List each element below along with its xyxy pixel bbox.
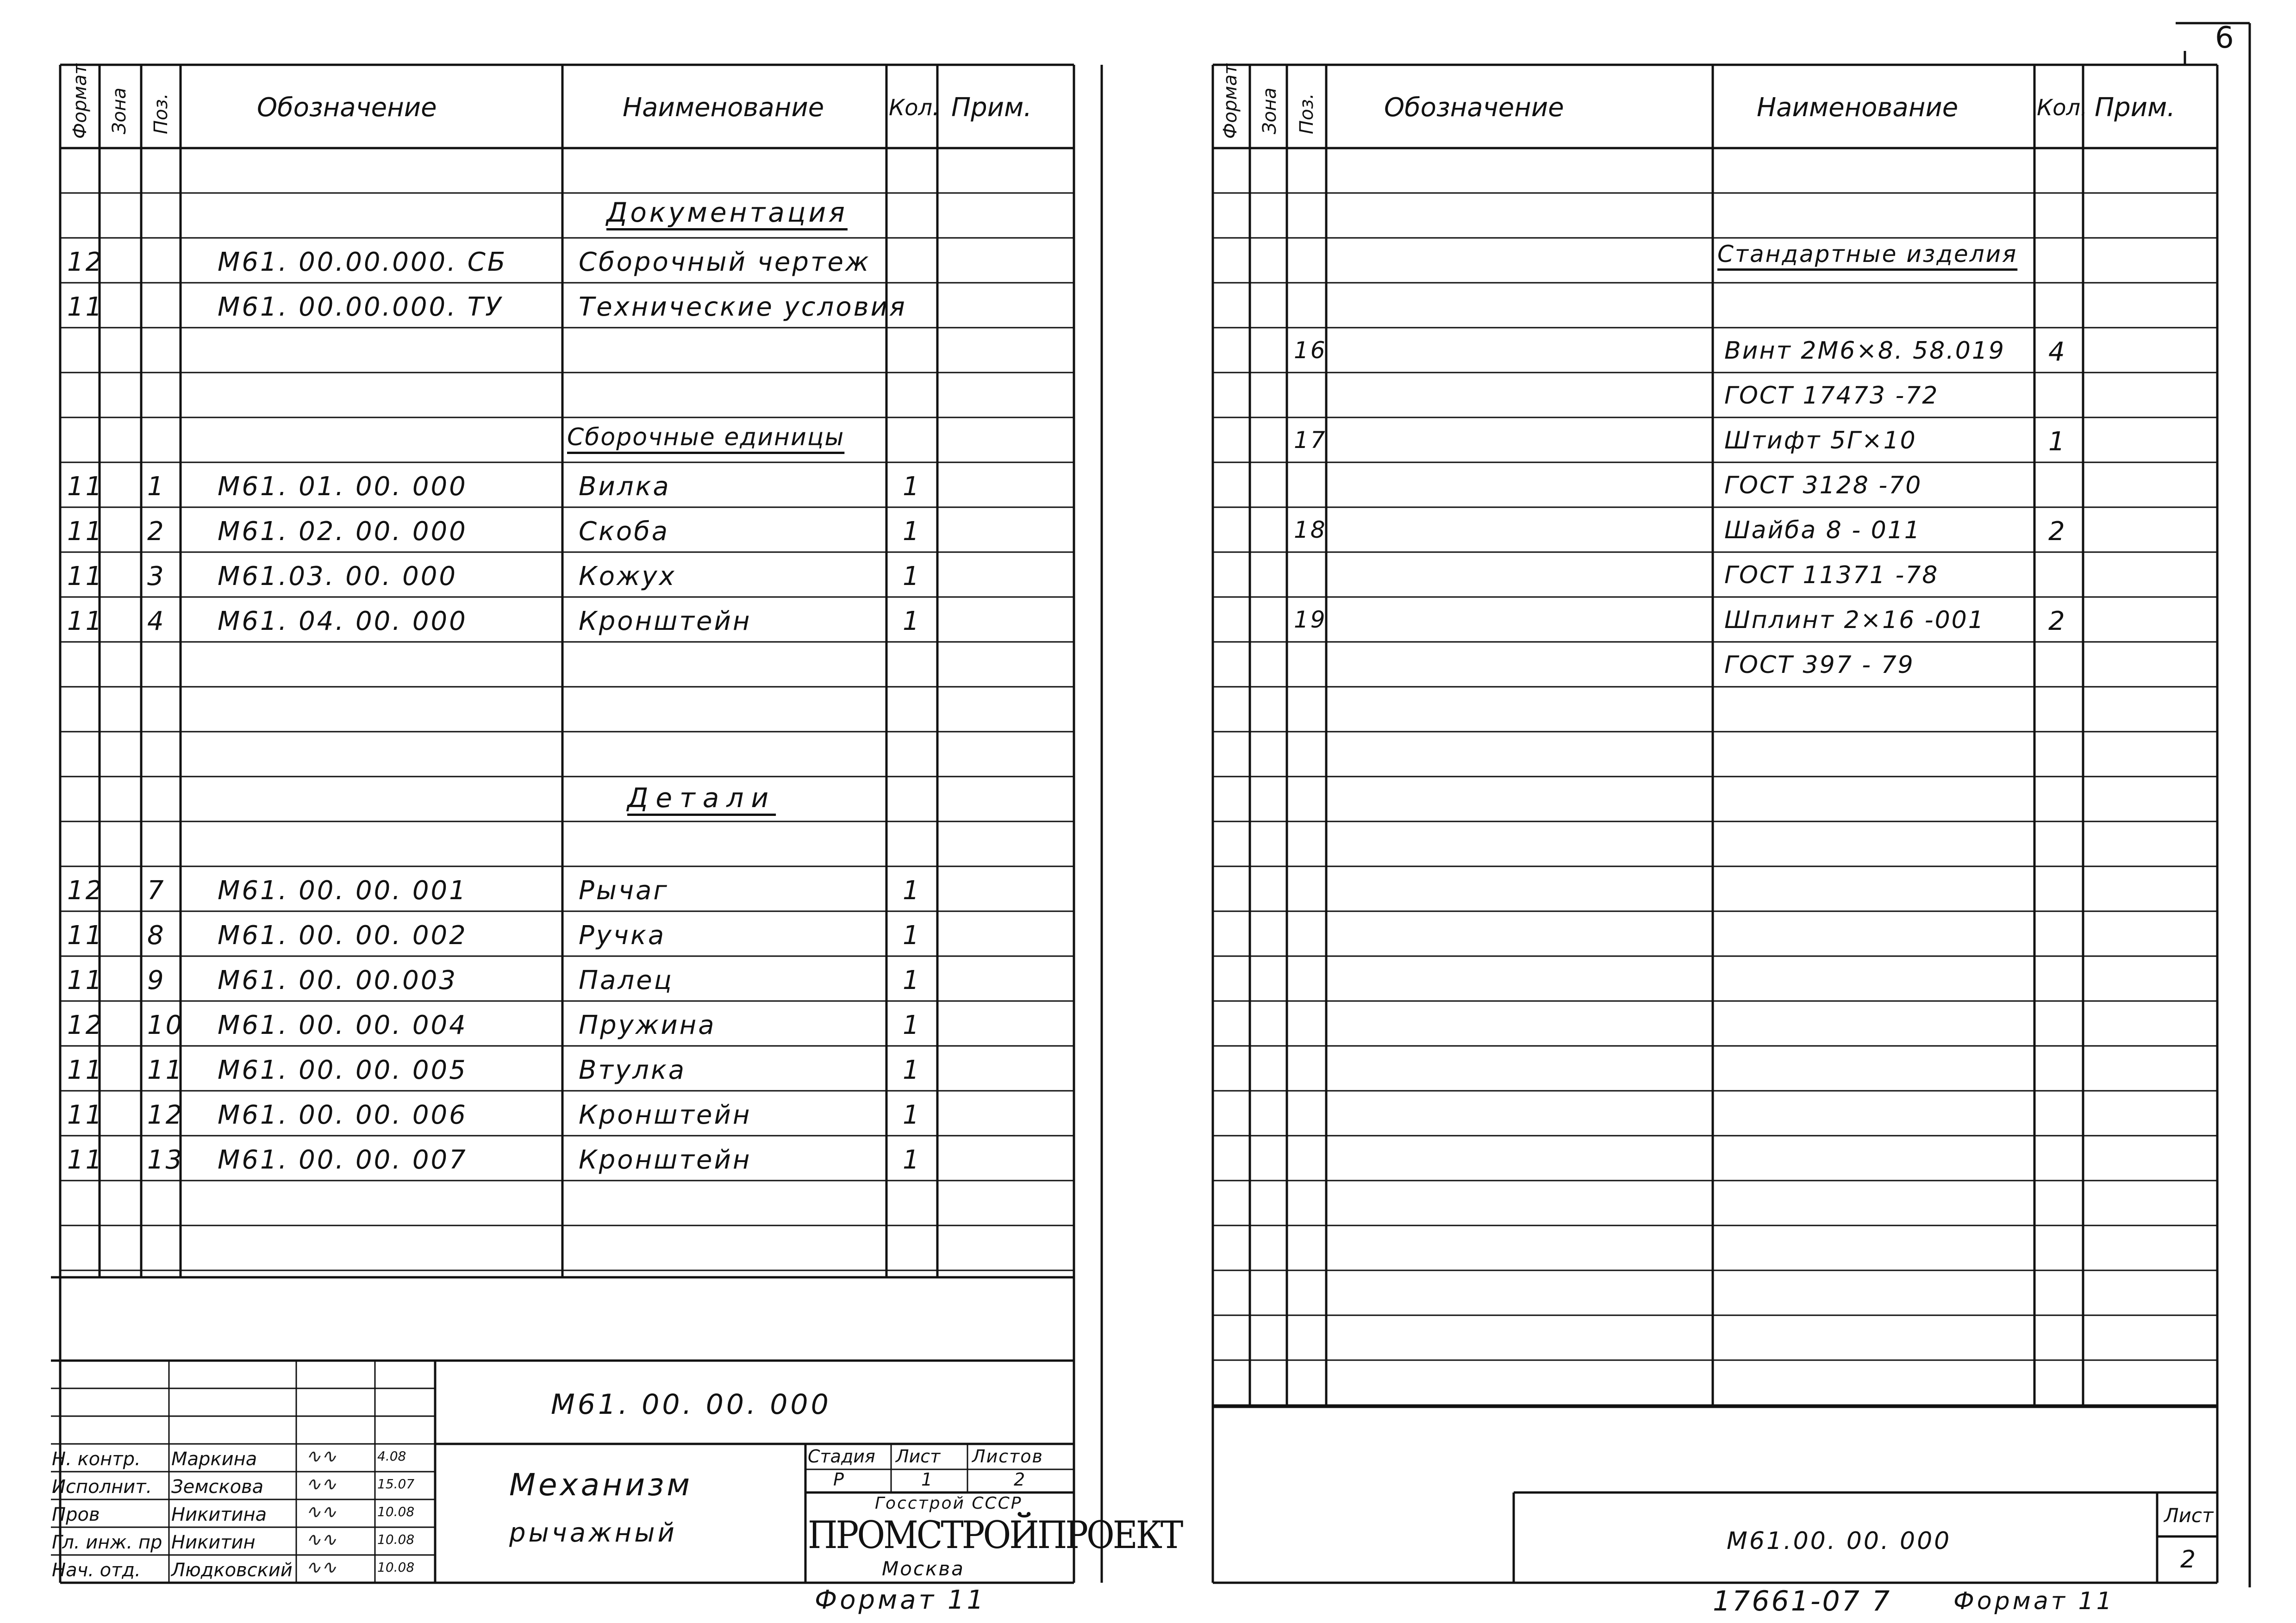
row-format: 11 [67,292,104,322]
header-pos-right: Поз. [1296,93,1317,134]
stage-label: Стадия [808,1446,875,1467]
row-pos: 17 [1294,427,1327,454]
signer-role: Н. контр. [52,1449,141,1470]
signer-role: Нач. отд. [52,1560,141,1581]
row-pos: 7 [147,876,166,906]
right-sheet-value: 2 [2180,1546,2196,1573]
header-note-right: Прим. [2095,93,2176,123]
signer-name: Маркина [171,1449,257,1470]
row-pos: 8 [147,920,166,951]
signer-role: Пров [52,1504,100,1525]
row-qty: 1 [2048,427,2067,457]
header-pos: Поз. [150,93,172,134]
row-pos: 1 [147,472,166,502]
row-qty: 1 [903,876,921,906]
header-qty-right: Кол. [2037,95,2088,121]
left-format-caption: Формат 11 [815,1585,986,1615]
row-qty: 1 [903,606,921,636]
row-name: Кожух [579,561,676,591]
row-name: ГОСТ 3128 -70 [1724,472,1922,499]
signature-mark: ∿∿ [306,1501,337,1523]
header-format: Формат [69,63,91,139]
row-format: 11 [67,920,104,951]
header-name: Наименование [623,93,824,123]
header-zone: Зона [109,87,130,134]
header-zone-right: Зона [1259,87,1280,134]
row-designation: М61. 00. 00. 006 [218,1100,468,1130]
row-designation: М61. 00.00.000. СБ [218,247,507,277]
title-line-2: рычажный [509,1518,677,1548]
row-qty: 1 [903,1010,921,1040]
row-format: 11 [67,516,104,547]
header-qty: Кол. [889,95,940,121]
row-name: Кронштейн [579,1100,752,1130]
signer-date: 10.08 [377,1504,415,1519]
row-pos: 4 [147,606,166,636]
row-pos: 18 [1294,516,1327,543]
section-standard-items: Стандартные изделия [1717,241,2018,267]
row-name: Шплинт 2×16 -001 [1724,606,1985,634]
section-details: Детали [627,782,776,814]
signer-date: 10.08 [377,1532,415,1547]
row-name: Технические условия [579,292,907,322]
row-name: ГОСТ 397 - 79 [1724,651,1915,679]
row-pos: 11 [147,1055,184,1085]
row-format: 11 [67,606,104,636]
row-designation: М61.03. 00. 000 [218,561,457,591]
row-designation: М61. 00. 00.003 [218,965,457,995]
signer-date: 15.07 [377,1476,415,1492]
signature-mark: ∿∿ [306,1474,337,1495]
signer-name: Людковский [171,1560,293,1581]
corner-sheet-number: 6 [2215,21,2234,55]
row-qty: 1 [903,965,921,995]
row-name: Кронштейн [579,1145,752,1175]
row-pos: 2 [147,516,166,547]
row-name: Вилка [579,472,671,502]
signer-role: Исполнит. [52,1476,152,1498]
row-format: 11 [67,1055,104,1085]
row-qty: 1 [903,561,921,591]
row-name: Втулка [579,1055,686,1085]
row-qty: 1 [903,920,921,951]
row-name: Пружина [579,1010,716,1040]
signature-mark: ∿∿ [306,1557,337,1578]
archive-number: 17661-07 7 [1713,1585,1892,1617]
org-city: Москва [882,1557,965,1580]
row-qty: 1 [903,1100,921,1130]
row-format: 12 [67,247,104,277]
row-pos: 3 [147,561,166,591]
row-name: ГОСТ 17473 -72 [1724,382,1939,410]
row-qty: 1 [903,516,921,547]
row-qty: 1 [903,1055,921,1085]
row-qty: 2 [2048,516,2067,547]
row-pos: 19 [1294,606,1327,633]
row-pos: 9 [147,965,166,995]
title-line-1: Механизм [509,1467,693,1503]
row-qty: 4 [2048,337,2067,367]
row-qty: 2 [2048,606,2067,636]
row-name: Сборочный чертеж [579,247,871,277]
row-pos: 12 [147,1100,184,1130]
row-qty: 1 [903,472,921,502]
row-format: 11 [67,561,104,591]
sheet-value: 1 [921,1469,933,1490]
section-assemblies: Сборочные единицы [567,423,845,451]
row-format: 11 [67,965,104,995]
row-pos: 10 [147,1010,184,1040]
row-name: Рычаг [579,876,669,906]
row-designation: М61. 00. 00. 007 [218,1145,468,1175]
header-name-right: Наименование [1757,93,1959,123]
right-format-caption: Формат 11 [1953,1587,2115,1615]
row-designation: М61. 04. 00. 000 [218,606,468,636]
org-name: ПРОМСТРОЙПРОЕКТ [808,1513,1182,1557]
signer-name: Земскова [171,1476,264,1498]
sheets-label: Листов [972,1446,1043,1467]
row-pos: 13 [147,1145,184,1175]
row-format: 11 [67,472,104,502]
row-name: Шайба 8 - 011 [1724,516,1921,544]
row-format: 12 [67,1010,104,1040]
sheets-value: 2 [1014,1469,1025,1490]
row-name: Кронштейн [579,606,752,636]
right-title-block-code: М61.00. 00. 000 [1727,1527,1952,1555]
signer-date: 4.08 [377,1449,406,1464]
row-name: Винт 2М6×8. 58.019 [1724,337,2005,365]
org-ministry: Госстрой СССР [875,1494,1023,1513]
row-designation: М61. 00. 00. 002 [218,920,468,951]
section-documentation: Документация [606,197,848,228]
row-designation: М61. 00. 00. 005 [218,1055,468,1085]
row-designation: М61. 00.00.000. ТУ [218,292,503,322]
row-pos: 16 [1294,337,1327,364]
header-format-right: Формат [1220,63,1241,139]
header-note: Прим. [951,93,1032,123]
row-name: ГОСТ 11371 -78 [1724,561,1939,589]
signer-name: Никитин [171,1532,256,1553]
header-designation: Обозначение [257,93,437,123]
signature-mark: ∿∿ [306,1446,337,1467]
header-designation-right: Обозначение [1384,93,1564,123]
row-name: Скоба [579,516,670,547]
signer-role: Гл. инж. пр [52,1532,162,1553]
row-designation: М61. 01. 00. 000 [218,472,468,502]
signer-name: Никитина [171,1504,267,1525]
row-qty: 1 [903,1145,921,1175]
row-format: 11 [67,1145,104,1175]
right-sheet-label: Лист [2164,1504,2214,1527]
sheet-label: Лист [896,1446,941,1467]
stage-value: Р [833,1469,844,1490]
row-name: Штифт 5Г×10 [1724,427,1917,454]
title-block-code: М61. 00. 00. 000 [551,1388,831,1421]
row-designation: М61. 02. 00. 000 [218,516,468,547]
signature-mark: ∿∿ [306,1529,337,1550]
signer-date: 10.08 [377,1560,415,1575]
row-format: 11 [67,1100,104,1130]
row-name: Ручка [579,920,666,951]
row-name: Палец [579,965,674,995]
row-designation: М61. 00. 00. 001 [218,876,468,906]
row-designation: М61. 00. 00. 004 [218,1010,468,1040]
row-format: 12 [67,876,104,906]
